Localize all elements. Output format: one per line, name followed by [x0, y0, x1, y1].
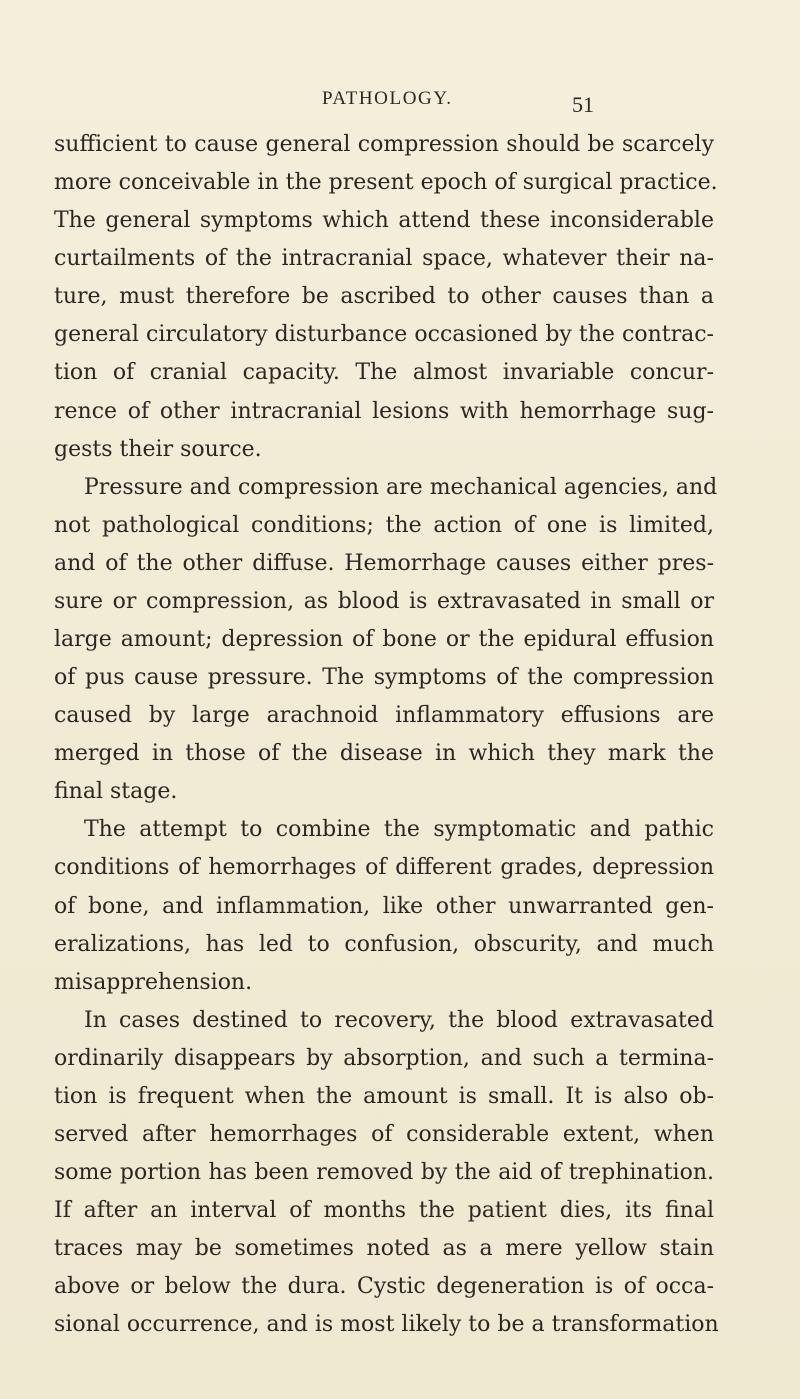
text-line: traces may be sometimes noted as a mere yellow stain [54, 1236, 714, 1262]
text-line: eralizations, has led to confusion, obscurity, and much [54, 931, 714, 957]
text-line: final stage. [54, 779, 178, 805]
text-line: tion of cranial capacity. The almost invariable concur- [54, 360, 714, 386]
text-line: of pus cause pressure. The symptoms of the compression [54, 665, 714, 691]
text-line: general circulatory disturbance occasioned by the contrac- [54, 322, 714, 348]
text-line: sional occurrence, and is most likely to be a transformation [54, 1312, 719, 1338]
text-line: caused by large arachnoid inflammatory effusions are [54, 703, 714, 729]
paragraph-first-line: In cases destined to recovery, the blood extravasated [84, 1007, 714, 1033]
text-line: gests their source. [54, 436, 262, 462]
text-line: sufficient to cause general compression should be scarcely [54, 132, 714, 157]
text-line: misapprehension. [54, 969, 253, 995]
text-line: above or below the dura. Cystic degeneration is of occa- [54, 1274, 714, 1300]
text-line: curtailments of the intracranial space, whatever their na- [54, 246, 714, 272]
text-line: ture, must therefore be ascribed to other causes than a [54, 284, 714, 310]
text-line: rence of other intracranial lesions with hemorrhage sug- [54, 398, 714, 424]
text-line: conditions of hemorrhages of different grades, depression [54, 855, 714, 881]
page-number: 51 [572, 92, 594, 117]
text-line: served after hemorrhages of considerable extent, when [54, 1122, 714, 1148]
text-line: of bone, and inflammation, like other unwarranted gen- [54, 893, 714, 919]
running-head-title: PATHOLOGY. [322, 88, 453, 109]
text-line: The general symptoms which attend these inconsiderable [54, 208, 714, 234]
text-line: tion is frequent when the amount is small. It is also ob- [54, 1083, 714, 1109]
text-line: and of the other diffuse. Hemorrhage causes either pres- [54, 550, 714, 576]
text-line: sure or compression, as blood is extravasated in small or [54, 588, 714, 614]
paragraph-first-line: Pressure and compression are mechanical agencies, and [84, 474, 718, 500]
text-line: not pathological conditions; the action of one is limited, [54, 512, 714, 538]
running-head [308, 88, 708, 118]
text-line: merged in those of the disease in which they mark the [54, 741, 714, 767]
text-line: more conceivable in the present epoch of surgical practice. [54, 170, 718, 196]
text-line: ordinarily disappears by absorption, and such a termina- [54, 1045, 714, 1071]
paragraph-first-line: The attempt to combine the symptomatic and pathic [84, 817, 714, 843]
text-line: If after an interval of months the patient dies, its final [54, 1198, 714, 1224]
text-line: some portion has been removed by the aid of trephination. [54, 1160, 714, 1186]
body-text [54, 126, 719, 1345]
text-line: large amount; depression of bone or the epidural effusion [54, 627, 714, 653]
